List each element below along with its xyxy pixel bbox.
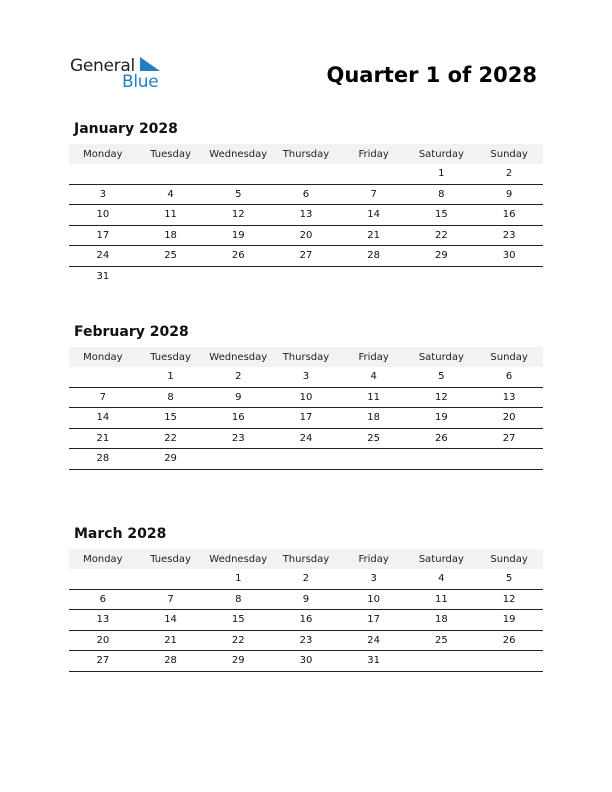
day-cell: 10	[340, 589, 408, 610]
day-cell: 5	[408, 367, 476, 387]
day-cell: 14	[69, 408, 137, 429]
day-cell: 25	[408, 630, 476, 651]
day-cell: 21	[69, 428, 137, 449]
week-row	[69, 569, 543, 589]
day-cell: 27	[475, 428, 543, 449]
weekday-header: Tuesday	[137, 144, 205, 164]
day-cell	[272, 449, 340, 470]
day-cell: 24	[272, 428, 340, 449]
weekday-header: Saturday	[408, 549, 476, 569]
day-cell: 18	[408, 610, 476, 631]
day-cell: 21	[137, 630, 205, 651]
day-cell: 2	[272, 569, 340, 589]
day-cell: 11	[408, 589, 476, 610]
day-cell	[272, 266, 340, 286]
day-cell: 4	[408, 569, 476, 589]
day-cell: 11	[137, 205, 205, 226]
day-cell: 26	[475, 630, 543, 651]
weekday-header-row	[69, 549, 543, 569]
weekday-header: Friday	[340, 144, 408, 164]
day-cell: 30	[475, 246, 543, 267]
day-cell: 13	[272, 205, 340, 226]
day-cell	[204, 449, 272, 470]
weekday-header: Friday	[340, 549, 408, 569]
day-cell: 20	[69, 630, 137, 651]
day-cell	[475, 449, 543, 470]
day-cell	[272, 164, 340, 184]
day-cell: 6	[272, 184, 340, 205]
day-cell	[69, 569, 137, 589]
day-cell: 29	[408, 246, 476, 267]
weekday-header: Wednesday	[204, 144, 272, 164]
day-cell: 3	[272, 367, 340, 387]
week-row	[69, 225, 543, 246]
day-cell: 7	[137, 589, 205, 610]
day-cell: 23	[272, 630, 340, 651]
week-row	[69, 428, 543, 449]
day-cell: 6	[69, 589, 137, 610]
day-cell: 18	[137, 225, 205, 246]
day-cell: 28	[340, 246, 408, 267]
weekday-header: Monday	[69, 347, 137, 367]
weekday-header: Monday	[69, 549, 137, 569]
day-cell: 22	[408, 225, 476, 246]
weekday-header: Monday	[69, 144, 137, 164]
day-cell	[137, 569, 205, 589]
weekday-header: Thursday	[272, 347, 340, 367]
day-cell: 1	[137, 367, 205, 387]
day-cell: 1	[204, 569, 272, 589]
day-cell: 21	[340, 225, 408, 246]
page-title: Quarter 1 of 2028	[326, 63, 537, 87]
day-cell: 26	[204, 246, 272, 267]
day-cell: 2	[204, 367, 272, 387]
day-cell	[475, 651, 543, 672]
month-title: January 2028	[74, 121, 178, 137]
day-cell: 30	[272, 651, 340, 672]
day-cell: 13	[475, 387, 543, 408]
weekday-header-row	[69, 347, 543, 367]
day-cell: 1	[408, 164, 476, 184]
day-cell: 17	[340, 610, 408, 631]
week-row	[69, 589, 543, 610]
day-cell: 3	[340, 569, 408, 589]
week-row	[69, 266, 543, 286]
day-cell: 25	[137, 246, 205, 267]
day-cell: 9	[475, 184, 543, 205]
logo-triangle-icon	[138, 57, 162, 73]
week-row	[69, 449, 543, 470]
day-cell: 5	[475, 569, 543, 589]
day-cell: 15	[204, 610, 272, 631]
day-cell	[340, 449, 408, 470]
weekday-header: Wednesday	[204, 347, 272, 367]
day-cell: 23	[204, 428, 272, 449]
day-cell: 3	[69, 184, 137, 205]
month-grid	[69, 347, 543, 470]
day-cell: 7	[340, 184, 408, 205]
day-cell: 16	[272, 610, 340, 631]
day-cell: 15	[408, 205, 476, 226]
day-cell	[408, 266, 476, 286]
week-row	[69, 408, 543, 429]
day-cell: 29	[204, 651, 272, 672]
day-cell: 12	[204, 205, 272, 226]
day-cell: 18	[340, 408, 408, 429]
day-cell: 22	[137, 428, 205, 449]
day-cell: 27	[69, 651, 137, 672]
logo-blue-text: Blue	[122, 72, 159, 92]
day-cell	[69, 164, 137, 184]
day-cell: 14	[340, 205, 408, 226]
day-cell	[137, 266, 205, 286]
day-cell: 22	[204, 630, 272, 651]
day-cell: 31	[96, 270, 110, 282]
day-cell: 20	[272, 225, 340, 246]
day-cell: 31	[340, 651, 408, 672]
day-cell: 19	[204, 225, 272, 246]
day-cell: 2	[475, 164, 543, 184]
day-cell	[204, 266, 272, 286]
month-calendar-march	[69, 524, 543, 672]
day-cell	[408, 449, 476, 470]
weekday-header: Tuesday	[137, 347, 205, 367]
week-row	[69, 651, 543, 672]
day-cell: 10	[272, 387, 340, 408]
day-cell: 8	[137, 387, 205, 408]
day-cell: 10	[69, 205, 137, 226]
day-cell: 12	[408, 387, 476, 408]
month-title: February 2028	[74, 324, 189, 340]
day-cell: 4	[340, 367, 408, 387]
week-row	[69, 610, 543, 631]
day-cell: 5	[204, 184, 272, 205]
day-cell: 8	[408, 184, 476, 205]
day-cell: 7	[69, 387, 137, 408]
day-cell: 24	[340, 630, 408, 651]
weekday-header: Sunday	[475, 347, 543, 367]
day-cell: 27	[272, 246, 340, 267]
day-cell: 9	[204, 387, 272, 408]
day-cell: 20	[475, 408, 543, 429]
weekday-header: Wednesday	[204, 549, 272, 569]
day-cell	[69, 367, 137, 387]
day-cell	[408, 651, 476, 672]
month-title: March 2028	[74, 526, 167, 542]
weekday-header: Tuesday	[137, 549, 205, 569]
day-cell	[204, 164, 272, 184]
day-cell: 25	[340, 428, 408, 449]
day-cell	[340, 164, 408, 184]
day-cell: 6	[475, 367, 543, 387]
month-grid	[69, 549, 543, 672]
month-grid	[69, 144, 543, 286]
day-cell: 14	[137, 610, 205, 631]
day-cell: 17	[272, 408, 340, 429]
day-cell	[137, 164, 205, 184]
day-cell: 19	[408, 408, 476, 429]
day-cell: 28	[69, 449, 137, 470]
day-cell: 19	[475, 610, 543, 631]
day-cell: 12	[475, 589, 543, 610]
weekday-header: Sunday	[475, 549, 543, 569]
day-cell: 11	[340, 387, 408, 408]
week-row	[69, 630, 543, 651]
weekday-header: Sunday	[475, 144, 543, 164]
week-row	[69, 387, 543, 408]
weekday-header: Thursday	[272, 144, 340, 164]
week-row	[69, 205, 543, 226]
day-cell: 16	[475, 205, 543, 226]
day-cell: 4	[137, 184, 205, 205]
day-cell: 24	[69, 246, 137, 267]
day-cell: 8	[204, 589, 272, 610]
day-cell	[475, 266, 543, 286]
week-row	[69, 367, 543, 387]
day-cell: 28	[137, 651, 205, 672]
week-row	[69, 164, 543, 184]
day-cell: 26	[408, 428, 476, 449]
week-row	[69, 184, 543, 205]
day-cell: 17	[69, 225, 137, 246]
month-calendar-february	[69, 322, 543, 470]
week-row	[69, 246, 543, 267]
day-cell	[340, 266, 408, 286]
weekday-header: Thursday	[272, 549, 340, 569]
weekday-header-row	[69, 144, 543, 164]
generalblue-logo	[70, 56, 170, 92]
day-cell: 23	[475, 225, 543, 246]
weekday-header: Saturday	[408, 144, 476, 164]
day-cell: 15	[137, 408, 205, 429]
day-cell: 16	[204, 408, 272, 429]
day-cell: 9	[272, 589, 340, 610]
weekday-header: Saturday	[408, 347, 476, 367]
month-calendar-january	[69, 119, 543, 286]
day-cell: 13	[69, 610, 137, 631]
logo-general-text: General	[70, 56, 135, 76]
day-cell: 29	[137, 449, 205, 470]
weekday-header: Friday	[340, 347, 408, 367]
